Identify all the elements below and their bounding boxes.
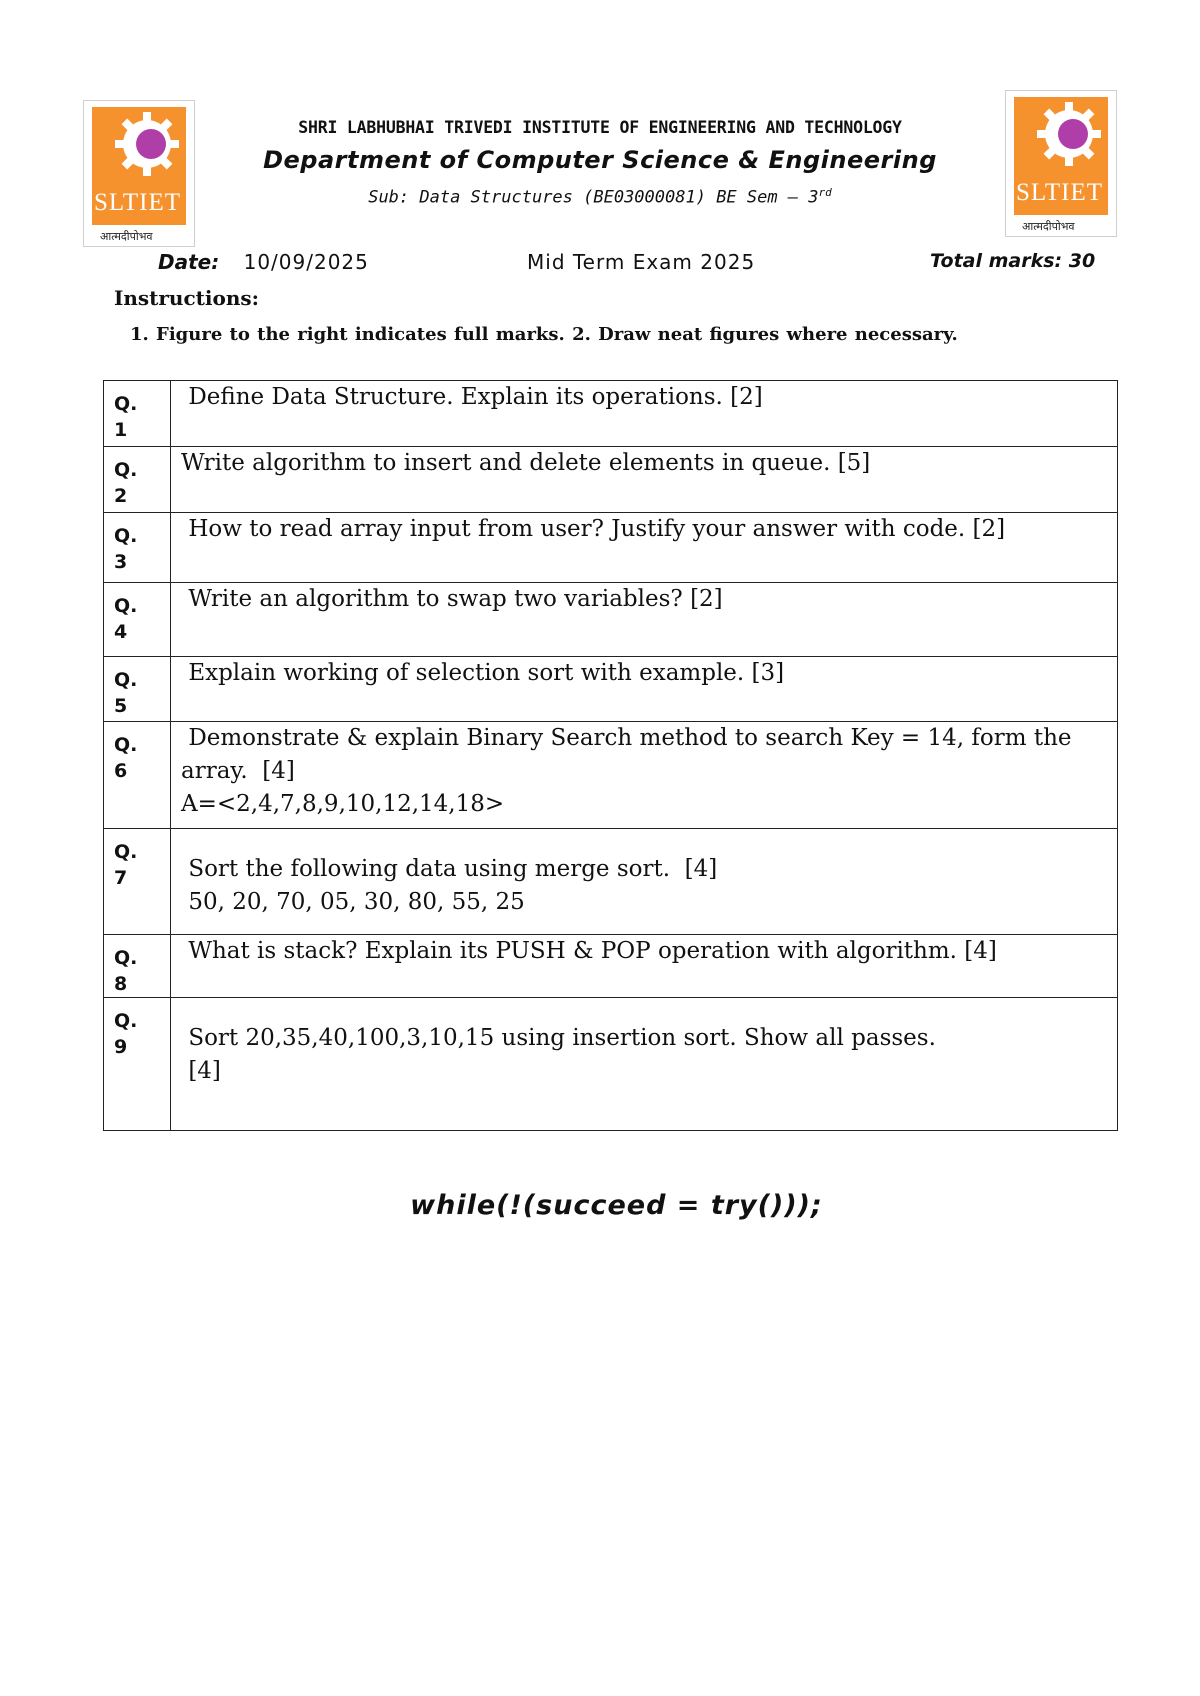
question-label: Q.: [114, 595, 138, 617]
question-text: [171, 829, 1118, 935]
logo-right-motto: आत्मदीपोभव: [1022, 220, 1075, 233]
question-number: [104, 998, 171, 1131]
question-text: [171, 657, 1118, 722]
question-line: What is stack? Explain its PUSH & POP operation with algorithm. [4]: [181, 938, 997, 964]
question-line: How to read array input from user? Justify your answer with code. [2]: [181, 516, 1006, 542]
question-line: [4]: [181, 1058, 221, 1084]
date-value: 10/09/2025: [243, 250, 369, 274]
subject-sup: rd: [818, 186, 832, 199]
question-index: 2: [114, 485, 128, 507]
question-line: Sort 20,35,40,100,3,10,15 using insertion sort. Show all passes.: [181, 1025, 936, 1051]
table-row: [104, 657, 1118, 722]
logo-left-text: SLTIET: [94, 189, 182, 216]
question-line: Define Data Structure. Explain its operations. [2]: [181, 384, 763, 410]
question-line: Write algorithm to insert and delete elements in queue. [5]: [181, 450, 871, 476]
table-row: [104, 935, 1118, 998]
question-number: [104, 381, 171, 447]
instructions-heading: Instructions:: [114, 286, 260, 310]
table-row: [104, 829, 1118, 935]
question-number: [104, 722, 171, 829]
question-line: Write an algorithm to swap two variables? [2]: [181, 586, 723, 612]
question-index: 6: [114, 760, 128, 782]
question-line: Explain working of selection sort with example. [3]: [181, 660, 785, 686]
table-row: [104, 583, 1118, 657]
question-index: 5: [114, 695, 128, 717]
question-number: [104, 583, 171, 657]
question-line: 50, 20, 70, 05, 30, 80, 55, 25: [181, 889, 525, 915]
questions-table: [103, 380, 1118, 1131]
question-label: Q.: [114, 841, 138, 863]
institute-name: SHRI LABHUBHAI TRIVEDI INSTITUTE OF ENGINEERING AND TECHNOLOGY: [298, 118, 902, 137]
question-label: Q.: [114, 947, 138, 969]
table-row: [104, 447, 1118, 513]
question-label: Q.: [114, 669, 138, 691]
table-row: [104, 722, 1118, 829]
question-text: [171, 583, 1118, 657]
subject-text: Sub: Data Structures (BE03000081) BE Sem – 3: [368, 187, 819, 208]
question-line: array. [4]: [181, 758, 295, 784]
table-row: [104, 998, 1118, 1131]
logo-right-text: SLTIET: [1016, 179, 1104, 206]
exam-date: [158, 250, 369, 274]
question-number: [104, 447, 171, 513]
question-text: [171, 722, 1118, 829]
question-label: Q.: [114, 459, 138, 481]
question-number: [104, 657, 171, 722]
question-label: Q.: [114, 393, 138, 415]
question-text: [171, 935, 1118, 998]
subject-line: [0, 186, 1200, 208]
table-row: [104, 513, 1118, 583]
question-index: 1: [114, 419, 128, 441]
question-label: Q.: [114, 734, 138, 756]
date-label: Date:: [158, 250, 220, 274]
question-index: 9: [114, 1036, 128, 1058]
footer-code: while(!(succeed = try()));: [410, 1190, 823, 1221]
question-number: [104, 829, 171, 935]
question-line: [181, 998, 1107, 1022]
question-label: Q.: [114, 525, 138, 547]
question-line: Demonstrate & explain Binary Search method to search Key = 14, form the: [181, 725, 1072, 751]
question-label: Q.: [114, 1010, 138, 1032]
question-index: 8: [114, 973, 128, 995]
table-row: [104, 381, 1118, 447]
question-text: [171, 513, 1118, 583]
department-title: Department of Computer Science & Engineering: [263, 146, 937, 174]
question-index: 4: [114, 621, 128, 643]
question-line: A=<2,4,7,8,9,10,12,14,18>: [181, 791, 505, 817]
question-text: [171, 447, 1118, 513]
exam-title: Mid Term Exam 2025: [527, 250, 756, 274]
question-index: 3: [114, 551, 128, 573]
total-marks: Total marks: 30: [930, 250, 1096, 272]
instructions-line: 1. Figure to the right indicates full marks. 2. Draw neat figures where necessary.: [130, 324, 958, 345]
question-text: [171, 381, 1118, 447]
question-text: [171, 998, 1118, 1131]
question-line: [181, 829, 1107, 853]
question-index: 7: [114, 867, 128, 889]
question-number: [104, 935, 171, 998]
question-line: Sort the following data using merge sort. [4]: [181, 856, 718, 882]
question-number: [104, 513, 171, 583]
logo-left-motto: आत्मदीपोभव: [100, 230, 153, 243]
